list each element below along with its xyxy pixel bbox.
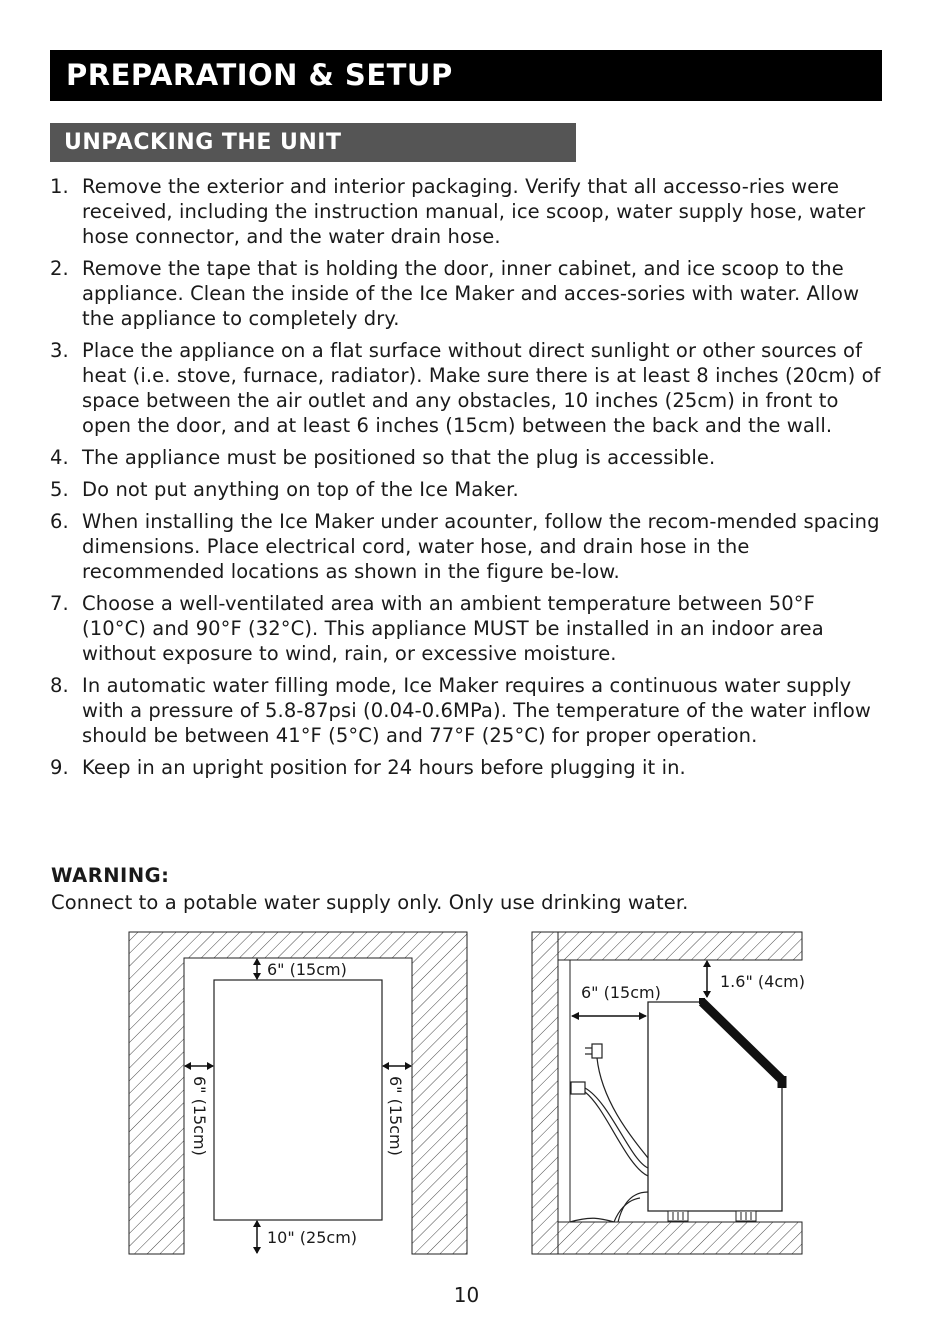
step-number: 9. — [50, 756, 69, 779]
step-text: Place the appliance on a flat surface without direct sunlight or other sources of heat (i.e. stove, furnace, radiator). Make sure there is at least 8 inches (20cm) of space between the air outlet and any obstacles, 10 inches (25cm) in front to open the door, and at least 6 inches (15cm) between the back and the wall. — [82, 339, 881, 437]
list-item — [50, 477, 885, 502]
ice-maker-side-outline — [648, 1002, 782, 1211]
list-item — [50, 174, 885, 249]
double-arrow-icon — [382, 1062, 412, 1070]
step-text: In automatic water filling mode, Ice Maker requires a continuous water supply with a pressure of 5.8-87psi (0.04-0.6MPa). The temperature of the water inflow should be between 41°F (5°C) and 77°F (25°C) for proper operation. — [82, 674, 871, 747]
floor-hatch — [558, 1222, 802, 1254]
list-item — [50, 591, 885, 666]
list-item — [50, 673, 885, 748]
warning-title: WARNING: — [51, 864, 170, 887]
step-number: 8. — [50, 674, 69, 697]
top-view-clearance-diagram — [127, 930, 469, 1256]
left-clearance-label: 6" (15cm) — [190, 1076, 209, 1156]
step-number: 2. — [50, 257, 69, 280]
right-clearance-label: 6" (15cm) — [386, 1076, 405, 1156]
list-item — [50, 509, 885, 584]
top-clearance-label: 1.6" (4cm) — [720, 972, 805, 991]
page-number: 10 — [453, 1283, 480, 1307]
list-item — [50, 256, 885, 331]
setup-steps-list — [50, 174, 885, 787]
bottom-clearance-label: 10" (25cm) — [267, 1228, 358, 1247]
water-hose-icon — [570, 1082, 648, 1222]
side-view-clearance-diagram — [530, 930, 820, 1256]
step-text: Remove the tape that is holding the door, inner cabinet, and ice scoop to the appliance. Clean the inside of the Ice Maker and acces-sories with water. Allow the appliance to completely dry. — [82, 257, 860, 330]
top-clearance-label: 6" (15cm) — [267, 960, 347, 979]
step-number: 3. — [50, 339, 69, 362]
step-number: 6. — [50, 510, 69, 533]
list-item — [50, 755, 885, 780]
section-header: UNPACKING THE UNIT — [50, 123, 576, 162]
countertop-hatch — [558, 932, 802, 960]
step-text: Remove the exterior and interior packaging. Verify that all accesso-ries were received, including the instruction manual, ice scoop, water supply hose, water hose connector, and the water drain hose. — [82, 175, 866, 248]
list-item — [50, 338, 885, 438]
double-arrow-icon — [571, 1012, 647, 1020]
step-number: 1. — [50, 175, 69, 198]
back-wall-hatch — [532, 932, 558, 1254]
ice-maker-outline — [214, 980, 382, 1220]
page-header: PREPARATION & SETUP — [50, 50, 882, 101]
step-number: 4. — [50, 446, 69, 469]
step-text: When installing the Ice Maker under acounter, follow the recom-mended spacing dimensions. Place electrical cord, water hose, and drain hose in the recommended locations as shown in the figure be-low. — [82, 510, 880, 583]
double-arrow-icon — [703, 960, 711, 998]
step-number: 5. — [50, 478, 69, 501]
double-arrow-icon — [184, 1062, 214, 1070]
back-clearance-label: 6" (15cm) — [581, 983, 661, 1002]
double-arrow-icon — [253, 958, 261, 980]
step-text: Keep in an upright position for 24 hours before plugging it in. — [82, 756, 686, 779]
step-text: Do not put anything on top of the Ice Maker. — [82, 478, 519, 501]
step-number: 7. — [50, 592, 69, 615]
warning-text: Connect to a potable water supply only. Only use drinking water. — [51, 891, 689, 914]
step-text: The appliance must be positioned so that the plug is accessible. — [82, 446, 716, 469]
feet-icon — [668, 1211, 756, 1221]
step-text: Choose a well-ventilated area with an ambient temperature between 50°F (10°C) and 90°F (32°C). This appliance MUST be installed in an indoor area without exposure to wind, rain, or excessive moisture. — [82, 592, 824, 665]
list-item — [50, 445, 885, 470]
double-arrow-icon — [253, 1220, 261, 1254]
